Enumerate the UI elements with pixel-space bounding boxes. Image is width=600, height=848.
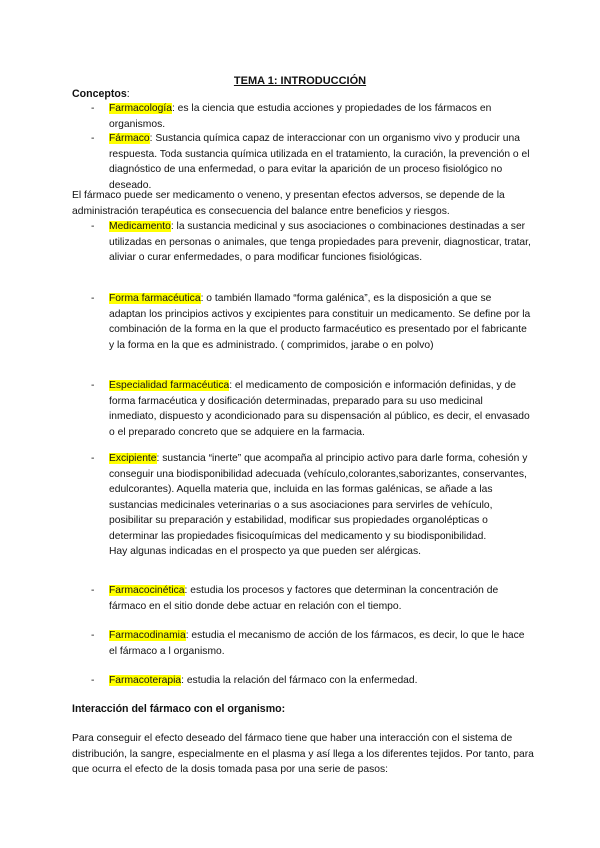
term-highlight: Fármaco xyxy=(109,133,150,144)
list-dash: - xyxy=(91,675,95,686)
term-highlight: Forma farmacéutica xyxy=(109,293,201,304)
definition-item-farmacoterapia xyxy=(91,673,531,689)
interaction-heading: Interacción del fármaco con el organismo: xyxy=(72,703,286,715)
list-dash: - xyxy=(91,221,95,232)
definition-item-forma-farmaceutica xyxy=(91,291,531,353)
term-highlight: Farmacoterapia xyxy=(109,675,182,686)
term-highlight: Farmacodinamia xyxy=(109,630,186,641)
definition-text: : estudia la relación del fármaco con la enfermedad. xyxy=(181,675,418,686)
list-dash: - xyxy=(91,380,95,391)
conceptos-heading-colon: : xyxy=(126,88,130,100)
term-highlight: Farmacocinética xyxy=(109,585,185,596)
definition-text: : es la ciencia que estudia acciones y propiedades de los fármacos en organismos. xyxy=(109,103,492,130)
definition-item-farmacodinamia xyxy=(91,628,531,659)
definition-text: : Sustancia química capaz de interaccionar con un organismo vivo y producir una respuesta. Toda sustancia química utilizada en el tratamiento, la curación, la prevención o el diagnóstico de una enfermedad, o para evitar la aparición de un proceso fisiológico no deseado. xyxy=(109,133,530,191)
conceptos-heading-text: Conceptos xyxy=(72,88,127,100)
definition-text: : o también llamado “forma galénica”, es la disposición a que se adaptan los principios activos y excipientes para constituir un medicamento. Se define por la combinación de la forma en la que el producto farmacéutico es presentado por el fabricante y la forma en la que es administrado. ( comprimidos, jarabe o en polvo) xyxy=(109,293,531,351)
conceptos-heading xyxy=(72,88,130,100)
definition-item-medicamento xyxy=(91,219,531,266)
definition-item-farmacologia xyxy=(91,101,531,132)
list-dash: - xyxy=(91,453,95,464)
list-dash: - xyxy=(91,133,95,144)
definition-text: : estudia el mecanismo de acción de los fármacos, es decir, lo que le hace el fármaco a l organismo. xyxy=(109,630,525,657)
term-highlight: Excipiente xyxy=(109,453,157,464)
definition-text: : sustancia “inerte” que acompaña al principio activo para darle forma, cohesión y conseguir una biodisponibilidad adecuada (vehículo,colorantes,saborizantes, conservantes, edulcorantes). Aquella materia que, incluida en las formas galénicas, se añade a las sustancias medicinales veterinarias o a sus asociaciones para servirles de vehículo, posibilitar su preparación y estabilidad, modificar sus propiedades organolépticas o determinar las propiedades fisicoquímicas del medicamento y su biodisponibilidad. xyxy=(109,453,528,542)
term-highlight: Especialidad farmacéutica xyxy=(109,380,230,391)
definition-item-excipiente xyxy=(91,451,531,560)
paragraph-interaction: Para conseguir el efecto deseado del fármaco tiene que haber una interacción con el sistema de distribución, la sangre, especialmente en el plasma y así llega a los diferentes tejidos. Por tanto, para que ocurra el efecto de la dosis tomada pasa por una serie de pasos: xyxy=(72,733,534,775)
definition-text: : el medicamento de composición e información definidas, y de forma farmacéutica y dosificación determinadas, preparado para su uso medicinal inmediato, dispuesto y acondicionado para su dispensación al público, es decir, el envasado o el preparado concreto que se adquiere en la farmacia. xyxy=(109,380,530,438)
definition-text: : la sustancia medicinal y sus asociaciones o combinaciones destinadas a ser utilizadas en personas o animales, que tenga propiedades para prevenir, diagnosticar, tratar, aliviar o curar enfermedades, o para modificar funciones fisiológicas. xyxy=(109,221,531,263)
definition-item-farmacocinetica xyxy=(91,583,531,614)
paragraph-farmaco-veneno: El fármaco puede ser medicamento o veneno, y presentan efectos adversos, se depende de la administración terapéutica es consecuencia del balance entre beneficios y riesgos. xyxy=(72,190,505,217)
definition-text: : estudia los procesos y factores que determinan la concentración de fármaco en el sitio donde debe actuar en relación con el tiempo. xyxy=(109,585,499,612)
term-highlight: Medicamento xyxy=(109,221,171,232)
allergy-note: Hay algunas indicadas en el prospecto ya que pueden ser alérgicas. xyxy=(109,546,421,557)
term-highlight: Farmacología xyxy=(109,103,172,114)
list-dash: - xyxy=(91,103,95,114)
list-dash: - xyxy=(91,585,95,596)
page-title: TEMA 1: INTRODUCCIÓN xyxy=(233,75,367,87)
definition-item-farmaco xyxy=(91,131,531,193)
list-dash: - xyxy=(91,630,95,641)
definition-item-especialidad-farmaceutica xyxy=(91,378,531,440)
list-dash: - xyxy=(91,293,95,304)
